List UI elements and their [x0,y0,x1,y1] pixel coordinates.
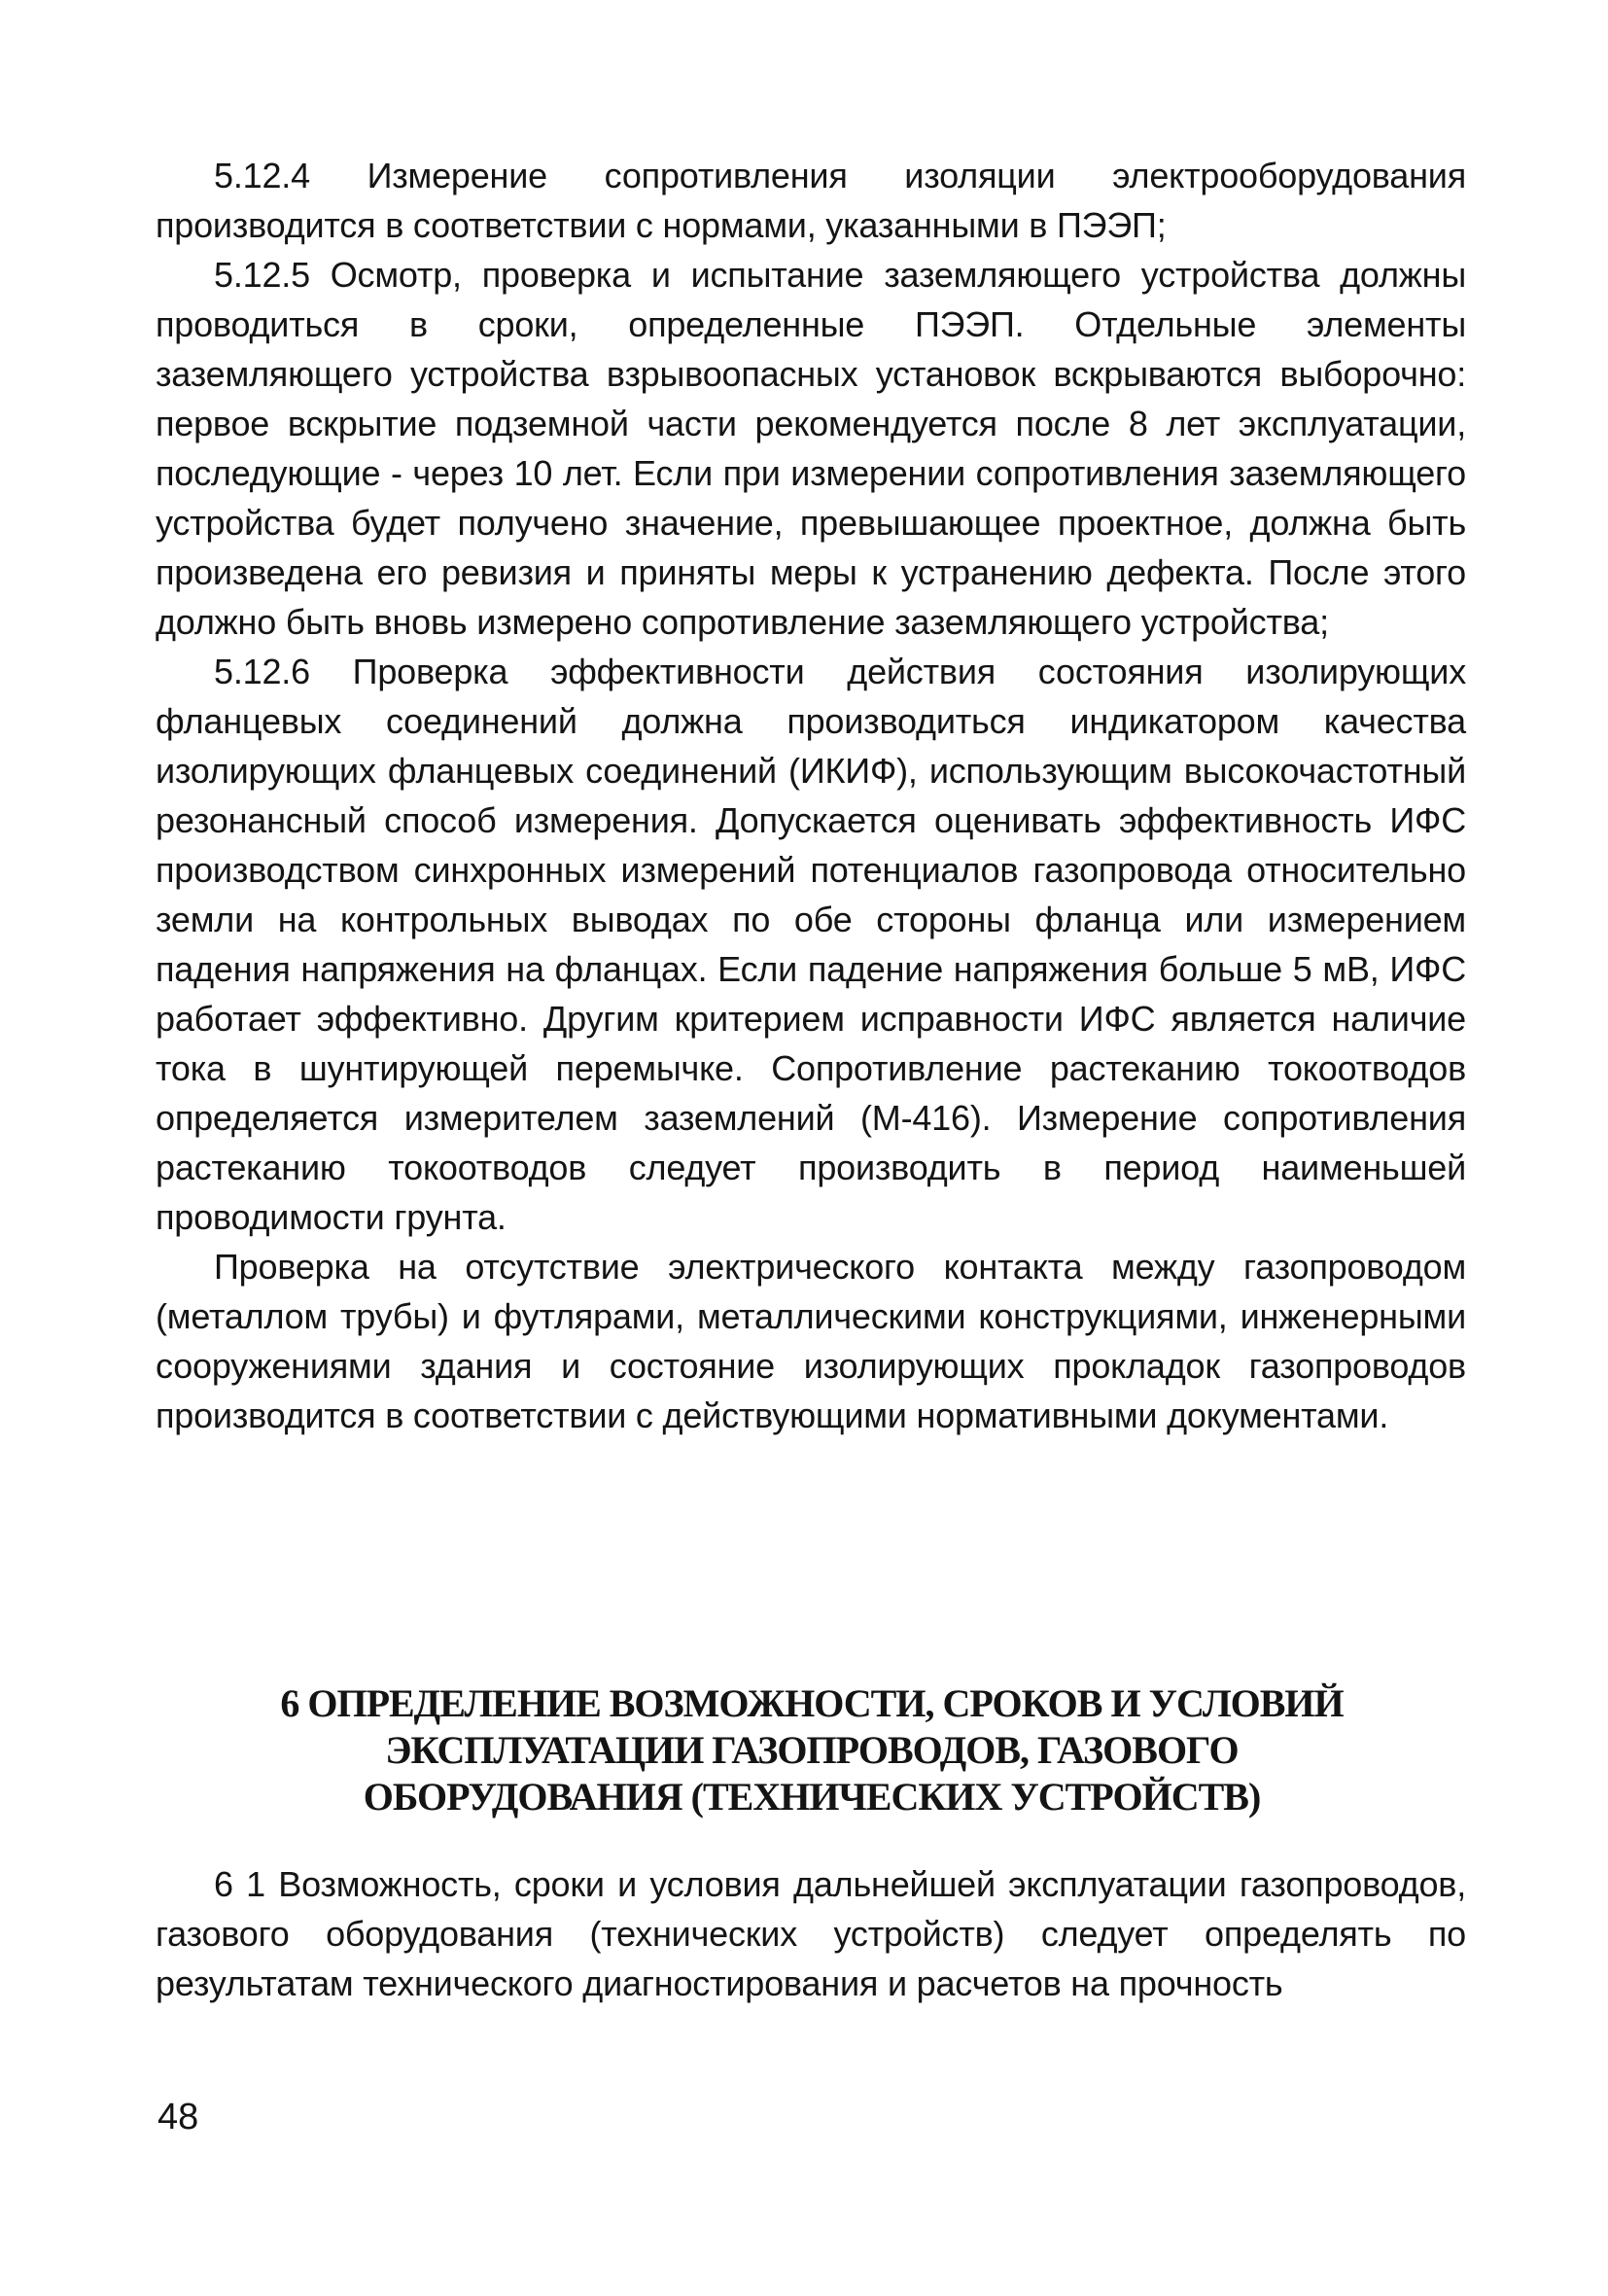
paragraph-6-1: 6 1 Возможность, сроки и условия дальнейшей эксплуатации газопроводов, газового оборудования (технических устройств) следует определять по результатам технического диагностирования и расчетов на прочность [156,1864,1466,2003]
section-heading-line-2: ЭКСПЛУАТАЦИИ ГАЗОПРОВОДОВ, ГАЗОВОГО [385,1728,1239,1772]
paragraph-contact-check: Проверка на отсутствие электрического контакта между газопроводом (металлом трубы) и футлярами, металлическими конструкциями, инженерными сооружениями здания и состояние изолирующих прокладок газопроводов производится в соответствии с действующими нормативными документами. [156,1247,1466,1435]
body-text-top [156,151,1466,1440]
paragraph-5-12-4: 5.12.4 Измерение сопротивления изоляции электрооборудования производится в соответствии с нормами, указанными в ПЭЭП; [156,156,1466,245]
section-heading [146,1680,1478,1820]
page-number: 48 [157,2097,199,2137]
body-text-bottom [156,1859,1466,2008]
paragraph-5-12-5: 5.12.5 Осмотр, проверка и испытание заземляющего устройства должны проводиться в сроки, определенные ПЭЭП. Отдельные элементы заземляющего устройства взрывоопасных установок вскрываются выборочно: первое вскрытие подземной части рекомендуется после 8 лет эксплуатации, последующие - через 10 лет. Если при измерении сопротивления заземляющего устройства будет получено значение, превышающее проектное, должна быть произведена его ревизия и приняты меры к устранению дефекта. После этого должно быть вновь измерено сопротивление заземляющего устройства; [156,255,1466,642]
paragraph-5-12-6: 5.12.6 Проверка эффективности действия состояния изолирующих фланцевых соединений должна производиться индикатором качества изолирующих фланцевых соединений (ИКИФ), использующим высокочастотный резонансный способ измерения. Допускается оценивать эффективность ИФС производством синхронных измерений потенциалов газопровода относительно земли на контрольных выводах по обе стороны фланца или измерением падения напряжения на фланцах. Если падение напряжения больше 5 мВ, ИФС работает эффективно. Другим критерием исправности ИФС является наличие тока в шунтирующей перемычке. Сопротивление растеканию токоотводов определяется измерителем заземлений (М-416). Измерение сопротивления растеканию токоотводов следует производить в период наименьшей проводимости грунта. [156,652,1466,1237]
section-heading-line-3: ОБОРУДОВАНИЯ (ТЕХНИЧЕСКИХ УСТРОЙСТВ) [363,1775,1261,1819]
section-heading-line-1: 6 ОПРЕДЕЛЕНИЕ ВОЗМОЖНОСТИ, СРОКОВ И УСЛОВИЙ [280,1681,1344,1725]
